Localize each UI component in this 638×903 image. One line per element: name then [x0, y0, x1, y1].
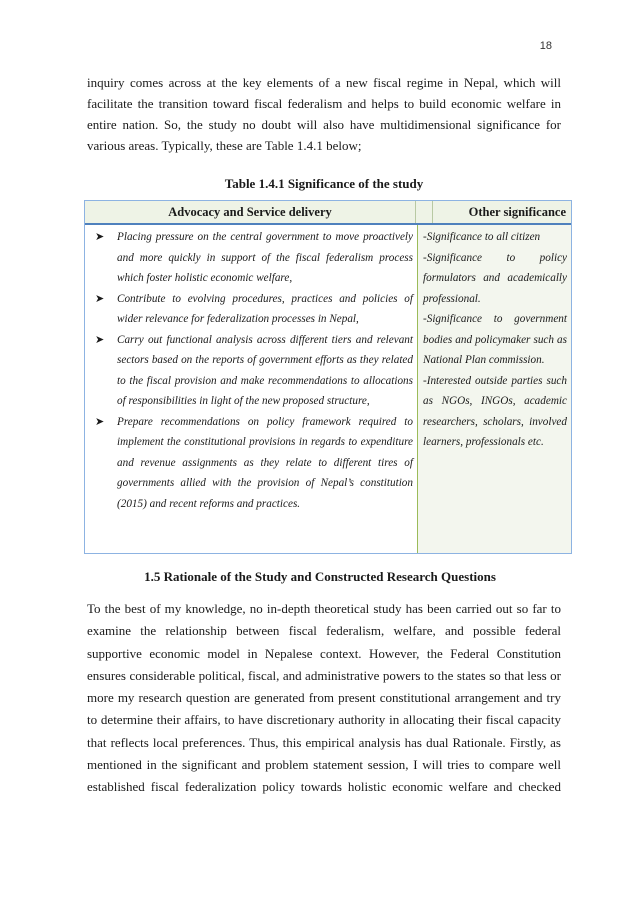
arrow-bullet-icon: ➤ — [95, 292, 105, 305]
table-title: Table 1.4.1 Significance of the study — [224, 176, 424, 191]
rationale-paragraph: To the best of my knowledge, no in-depth theoretical study has been carried out so far to examine the relationship between fiscal federalism, welfare, and possible federal supportive economic model in Nepalese context. However, the Federal Constitution ensures considerable political, fiscal, and administrative powers to the states so that less or more my research question are generated from present constitutional arrangement and try to determine their affairs, to have discretionary authority in allocating their fiscal capacity that reflects local preferences. Thus, this empirical analysis has dual Rationale. Firstly, as mentioned in the significant and problem statement session, I will tries to compare well established fiscal federalization policy towards holistic economic welfare and checked — [87, 601, 561, 795]
header-advocacy: Advocacy and Service delivery — [168, 205, 332, 219]
list-item — [95, 330, 413, 412]
arrow-bullet-icon: ➤ — [95, 231, 105, 243]
significance-table — [84, 200, 572, 554]
page-number: 18 — [539, 40, 552, 52]
significance-item: -Significance to policy formulators and academically professional. — [423, 251, 567, 305]
significance-item: -Significance to government bodies and policymaker such as National Plan commission. — [423, 313, 567, 366]
header-divider — [415, 201, 433, 223]
significance-item: -Interested outside parties such as NGOs, INGOs, academic researchers, scholars, involved learners, professionals etc. — [423, 374, 567, 448]
list-item — [95, 227, 413, 289]
other-significance-column — [418, 225, 571, 553]
list-item — [95, 289, 413, 330]
significance-item: -Significance to all citizen — [423, 231, 541, 243]
list-item-text: Placing pressure on the central government to move proactively and more quickly in support of the fiscal federalism process which foster holistic economic welfare, — [117, 231, 413, 284]
list-item-text: Contribute to evolving procedures, practices and policies of wider relevance for federalization processes in Nepal, — [117, 292, 413, 325]
table-header-row — [85, 201, 571, 225]
header-other-significance: Other significance — [468, 205, 566, 219]
list-item-text: Prepare recommendations on policy framework required to implement the constitutional provisions in regards to expenditure and revenue assignments as they relate to different tires of governments allied with the provision of Nepal’s constitution (2015) and recent reforms and practices. — [117, 415, 413, 510]
intro-paragraph: inquiry comes across at the key elements of a new fiscal regime in Nepal, which will facilitate the transition toward fiscal federalism and helps to build economic welfare in entire nation. So, the study no doubt will also have multidimensional significance for various areas. Typically, these are Table 1.4.1 below; — [87, 75, 561, 153]
list-item — [95, 412, 413, 515]
arrow-bullet-icon: ➤ — [95, 415, 105, 428]
list-item-text: Carry out functional analysis across different tiers and relevant sectors based on the reports of government efforts as they related to the fiscal provision and make recommendations to allocations of responsibilities in light of the new proposed structure, — [117, 333, 413, 407]
arrow-bullet-icon: ➤ — [95, 333, 105, 346]
table-body-row — [85, 225, 571, 553]
advocacy-column — [85, 225, 418, 553]
section-heading: 1.5 Rationale of the Study and Constructed Research Questions — [144, 569, 496, 584]
